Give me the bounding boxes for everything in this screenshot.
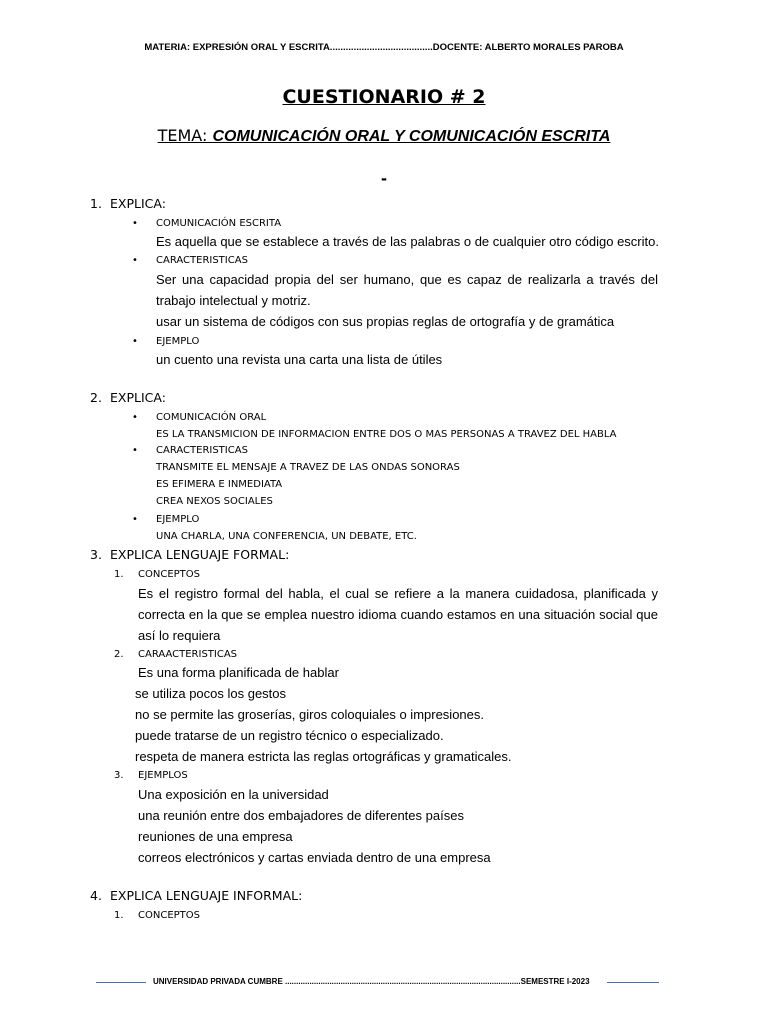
page-title: CUESTIONARIO # 2 xyxy=(282,86,486,108)
q3-sub-1-label: CONCEPTOS xyxy=(138,569,200,580)
q2-bullet-2 xyxy=(132,445,248,456)
q3-s2-line: puede tratarse de un registro técnico o especializado. xyxy=(135,728,444,743)
bullet-icon: • xyxy=(132,445,138,456)
page-footer: UNIVERSIDAD PRIVADA CUMBRE ..........................................................................................................SEMESTRE I-2023 xyxy=(153,977,590,986)
question-2-heading xyxy=(90,390,166,405)
question-1-heading xyxy=(90,196,166,211)
q1-b1-label: COMUNICACIÓN ESCRITA xyxy=(156,218,282,229)
q2-b2-line: CREA NEXOS SOCIALES xyxy=(156,496,273,507)
question-3-text: EXPLICA LENGUAJE FORMAL: xyxy=(110,547,290,562)
q1-bullet-2 xyxy=(132,255,248,266)
q1-bullet-1 xyxy=(132,218,282,229)
q2-b2-line: TRANSMITE EL MENSAJE A TRAVEZ DE LAS ONDAS SONORAS xyxy=(156,462,460,473)
q4-sub-1-label: CONCEPTOS xyxy=(138,910,200,921)
q2-bullet-1 xyxy=(132,412,267,423)
q3-s3-line: Una exposición en la universidad xyxy=(138,787,329,802)
bullet-icon: • xyxy=(132,514,138,525)
q3-s3-line: correos electrónicos y cartas enviada dentro de una empresa xyxy=(138,850,491,865)
q2-bullet-3 xyxy=(132,514,200,525)
q3-sub-2-label: CARAACTERISTICAS xyxy=(138,649,238,660)
q3-s2-line: se utiliza pocos los gestos xyxy=(135,686,287,701)
bullet-icon: • xyxy=(132,336,138,347)
footer-line-right xyxy=(607,982,659,983)
topic-value: COMUNICACIÓN ORAL Y COMUNICACIÓN ESCRITA xyxy=(212,128,611,145)
q3-sub-3-label: EJEMPLOS xyxy=(138,770,188,781)
q3-s2-line: Es una forma planificada de hablar xyxy=(138,665,339,680)
q1-bullet-3 xyxy=(132,336,200,347)
bullet-icon: • xyxy=(132,218,138,229)
question-2-number: 2. xyxy=(90,390,102,405)
q2-b2-label: CARACTERISTICAS xyxy=(156,445,248,456)
q3-s1-text: Es el registro formal del habla, el cual se refiere a la manera cuidadosa, planificada y correcta en la que se emplea nuestro idioma cuando estamos en una situación social que así lo requiera xyxy=(138,586,658,643)
bullet-icon: • xyxy=(132,412,138,423)
q3-sub-2-number: 2. xyxy=(114,649,124,660)
q3-sub-1-number: 1. xyxy=(114,569,124,580)
q1-b3-text: un cuento una revista una carta una lista de útiles xyxy=(156,352,443,367)
question-4-number: 4. xyxy=(90,888,102,903)
q3-s3-line: una reunión entre dos embajadores de diferentes países xyxy=(138,808,464,823)
q1-b3-label: EJEMPLO xyxy=(156,336,200,347)
q3-sub-3-number: 3. xyxy=(114,770,124,781)
q1-b2-text1: Ser una capacidad propia del ser humano, que es capaz de realizarla a través del trabajo intelectual y motriz. xyxy=(156,272,658,308)
topic-label: TEMA: xyxy=(157,126,213,145)
q3-s3-line: reuniones de una empresa xyxy=(138,829,293,844)
q2-b3-label: EJEMPLO xyxy=(156,514,200,525)
footer-line-left xyxy=(96,982,146,983)
question-2-text: EXPLICA: xyxy=(110,390,166,405)
page-header: MATERIA: EXPRESIÓN ORAL Y ESCRITA.......................................DOCENTE: ALBERTO MORALES PAROBA xyxy=(144,42,624,53)
q3-s2-line: no se permite las groserías, giros coloquiales o impresiones. xyxy=(135,707,485,722)
q3-sub-1 xyxy=(114,569,200,580)
q2-b1-label: COMUNICACIÓN ORAL xyxy=(156,412,267,423)
q2-b2-line: ES EFIMERA E INMEDIATA xyxy=(156,479,283,490)
question-1-text: EXPLICA: xyxy=(110,196,166,211)
separator-dash: - xyxy=(381,168,387,188)
question-3-heading xyxy=(90,547,289,562)
topic-line xyxy=(0,126,768,146)
question-4-heading xyxy=(90,888,302,903)
q2-b3-text: UNA CHARLA, UNA CONFERENCIA, UN DEBATE, ETC. xyxy=(156,531,417,542)
q1-b1-text: Es aquella que se establece a través de las palabras o de cualquier otro código escrito. xyxy=(156,234,659,249)
question-3-number: 3. xyxy=(90,547,102,562)
q1-b2-text2: usar un sistema de códigos con sus propias reglas de ortografía y de gramática xyxy=(156,314,615,329)
q4-sub-1 xyxy=(114,910,200,921)
q3-s2-line: respeta de manera estricta las reglas ortográficas y gramaticales. xyxy=(135,749,512,764)
question-1-number: 1. xyxy=(90,196,102,211)
q2-b1-text: ES LA TRANSMICION DE INFORMACION ENTRE DOS O MAS PERSONAS A TRAVEZ DEL HABLA xyxy=(156,429,617,440)
q1-b2-label: CARACTERISTICAS xyxy=(156,255,248,266)
q3-sub-2 xyxy=(114,649,238,660)
q4-sub-1-number: 1. xyxy=(114,910,124,921)
bullet-icon: • xyxy=(132,255,138,266)
q3-sub-3 xyxy=(114,770,188,781)
question-4-text: EXPLICA LENGUAJE INFORMAL: xyxy=(110,888,303,903)
